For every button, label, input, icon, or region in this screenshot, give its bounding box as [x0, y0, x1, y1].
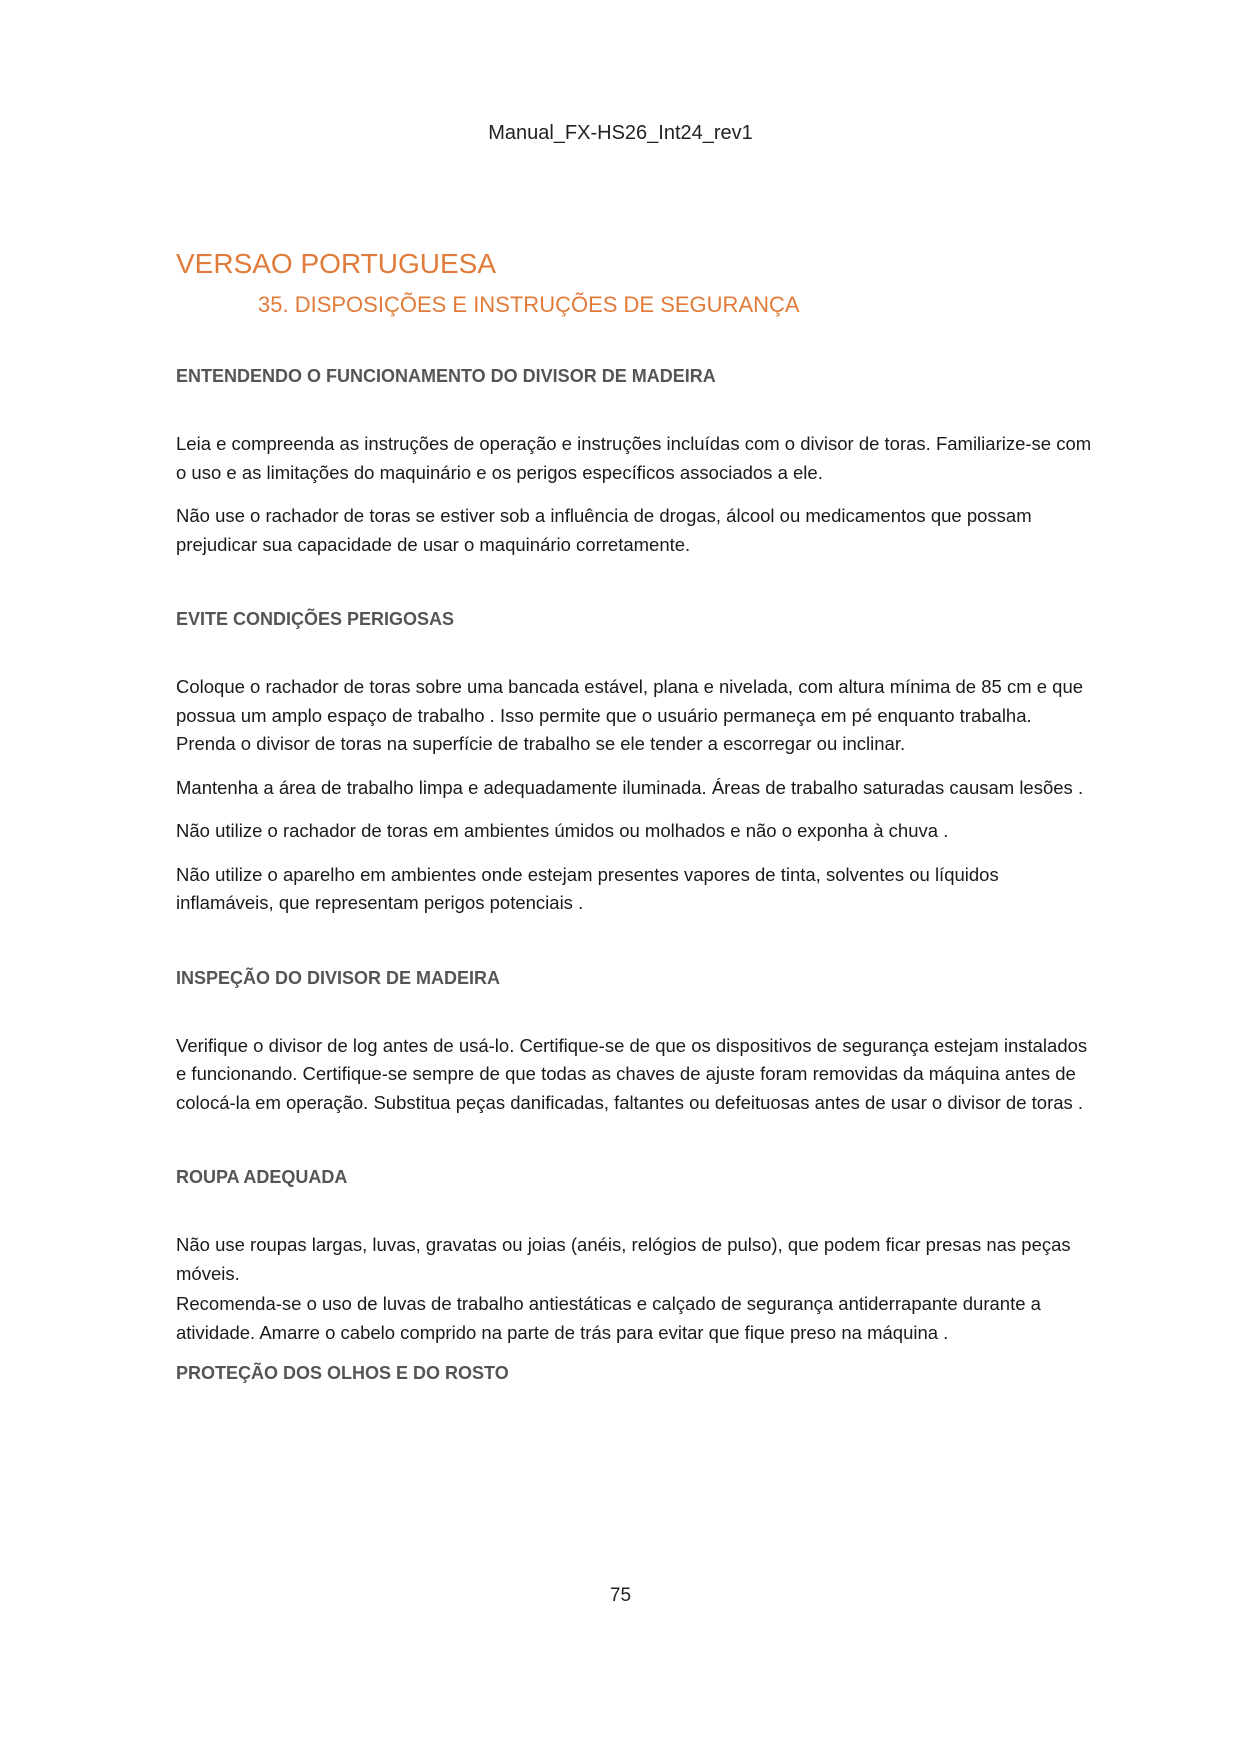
section-title-hazards: EVITE CONDIÇÕES PERIGOSAS — [176, 609, 455, 629]
chapter-title: 35. DISPOSIÇÕES E INSTRUÇÕES DE SEGURANÇA — [258, 292, 800, 317]
paragraph: Não utilize o rachador de toras em ambientes úmidos ou molhados e não o exponha à chuva . — [176, 820, 949, 841]
page-content — [176, 244, 1096, 1385]
section-title-inspection: INSPEÇÃO DO DIVISOR DE MADEIRA — [176, 967, 501, 988]
section-title-clothing: ROUPA ADEQUADA — [176, 1167, 348, 1187]
main-title: VERSAO PORTUGUESA — [176, 248, 497, 279]
document-header: Manual_FX-HS26_Int24_rev1 — [488, 122, 753, 144]
paragraph: Recomenda-se o uso de luvas de trabalho antiestáticas e calçado de segurança antiderrapante durante a atividade. Amarre o cabelo comprido na parte de trás para evitar que fique preso na máquina . — [176, 1293, 1041, 1343]
paragraph: Coloque o rachador de toras sobre uma bancada estável, plana e nivelada, com altura mínima de 85 cm e que possua um amplo espaço de trabalho . Isso permite que o usuário permaneça em pé enquanto trabalha. Prenda o divisor de toras na superfície de trabalho se ele tender a escorregar ou inclinar. — [176, 676, 1084, 754]
section-title-eye-protection: PROTEÇÃO DOS OLHOS E DO ROSTO — [176, 1363, 509, 1383]
paragraph: Não use roupas largas, luvas, gravatas ou joias (anéis, relógios de pulso), que podem ficar presas nas peças móveis. — [176, 1234, 1071, 1284]
paragraph: Não utilize o aparelho em ambientes onde estejam presentes vapores de tinta, solventes ou líquidos inflamáveis, que representam perigos potenciais . — [176, 863, 999, 913]
paragraph: Mantenha a área de trabalho limpa e adequadamente iluminada. Áreas de trabalho saturadas causam lesões . — [176, 776, 1084, 798]
paragraph: Verifique o divisor de log antes de usá-lo. Certifique-se de que os dispositivos de segurança estejam instalados e funcionando. Certifique-se sempre de que todas as chaves de ajuste foram removidas da máquina antes de colocá-la em operação. Substitua peças danificadas, faltantes ou defeituosas antes de usar o divisor de toras . — [176, 1034, 1088, 1113]
paragraph: Não use o rachador de toras se estiver sob a influência de drogas, álcool ou medicamentos que possam prejudicar sua capacidade de usar o maquinário corretamente. — [176, 505, 1032, 555]
section-title-understanding: ENTENDENDO O FUNCIONAMENTO DO DIVISOR DE MADEIRA — [176, 366, 716, 386]
page-number: 75 — [609, 1585, 632, 1606]
paragraph: Leia e compreenda as instruções de operação e instruções incluídas com o divisor de toras. Familiarize-se com o uso e as limitações do maquinário e os perigos específicos associados a ele. — [176, 433, 1092, 483]
